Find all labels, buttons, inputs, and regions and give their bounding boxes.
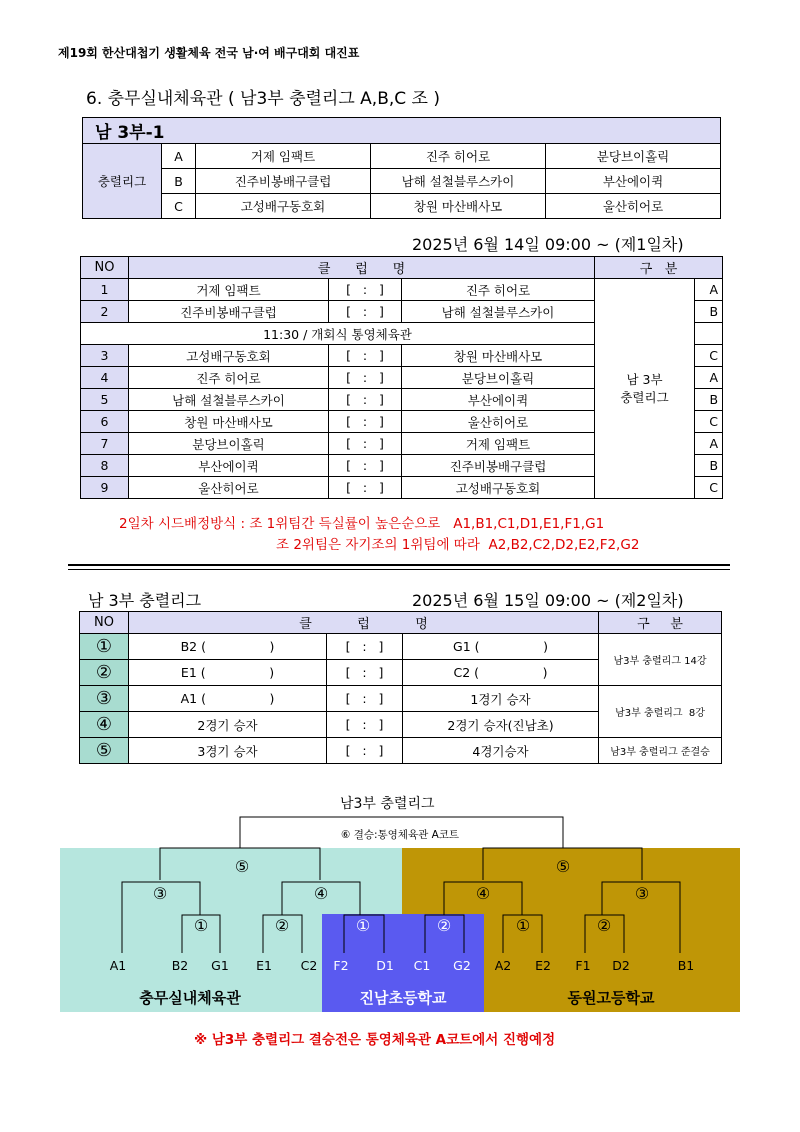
away-team: 남해 설철블루스카이 (402, 301, 595, 323)
ceremony-row: 11:30 / 개회식 통영체육관 (81, 323, 595, 345)
round-label: ① (355, 916, 371, 935)
seed-label: A2 (494, 958, 512, 973)
match-group: C (695, 411, 723, 433)
match-group: A (695, 279, 723, 301)
seed-label: B1 (677, 958, 695, 973)
section-divider (68, 564, 730, 570)
match-no: 6 (81, 411, 129, 433)
round-label: ② (274, 916, 290, 935)
score-box[interactable]: [ : ] (329, 345, 402, 367)
home-team: 진주 히어로 (129, 367, 329, 389)
seed-label: E1 (256, 958, 272, 973)
score-box[interactable]: [ : ] (327, 634, 403, 660)
team-cell: 분당브이홀릭 (546, 144, 721, 169)
team-cell: 부산에이퀵 (546, 169, 721, 194)
col-header-no: NO (81, 257, 129, 279)
score-box[interactable]: [ : ] (329, 433, 402, 455)
away-team: 분당브이홀릭 (402, 367, 595, 389)
seed-label: G2 (453, 958, 471, 973)
round-label: ③ (634, 884, 650, 903)
match-group: B (695, 455, 723, 477)
match-group: B (695, 389, 723, 411)
seed-label: A1 (109, 958, 127, 973)
score-box[interactable]: [ : ] (329, 367, 402, 389)
seed-label: D1 (376, 958, 394, 973)
seed-label: D2 (612, 958, 630, 973)
division-cell: 남3부 충렬리그 14강 (599, 634, 722, 686)
home-team: 2경기 승자 (129, 712, 327, 738)
bracket-title: 남3부 충렬리그 (340, 796, 435, 812)
round-label: ⑤ (555, 857, 571, 876)
match-no: ⑤ (80, 738, 129, 764)
away-team: 부산에이퀵 (402, 389, 595, 411)
team-cell: 진주비봉배구클럽 (196, 169, 371, 194)
round-label: ② (596, 916, 612, 935)
score-box[interactable]: [ : ] (329, 279, 402, 301)
score-box[interactable]: [ : ] (329, 411, 402, 433)
bracket-diagram (0, 810, 800, 1020)
away-team: 진주비봉배구클럽 (402, 455, 595, 477)
group-letter: A (162, 144, 196, 169)
home-team: 부산에이퀵 (129, 455, 329, 477)
team-cell: 진주 히어로 (371, 144, 546, 169)
score-box[interactable]: [ : ] (329, 301, 402, 323)
team-cell: 창원 마산배사모 (371, 194, 546, 219)
col-header-club: 클 럽 명 (129, 257, 595, 279)
team-cell: 거제 임팩트 (196, 144, 371, 169)
match-no: 3 (81, 345, 129, 367)
day1-date: 2025년 6월 14일 09:00 ~ (제1일차) (412, 235, 684, 254)
league-label: 충렬리그 (83, 144, 162, 219)
match-no: 8 (81, 455, 129, 477)
team-cell: 남해 설철블루스카이 (371, 169, 546, 194)
col-header-club: 클 럽 명 (129, 612, 599, 634)
away-team: 창원 마산배사모 (402, 345, 595, 367)
match-no: 5 (81, 389, 129, 411)
region-right-top (402, 848, 484, 914)
seed-label: C2 (300, 958, 318, 973)
venue-left: 충무실내체육관 (139, 989, 241, 1007)
seed-label: E2 (535, 958, 551, 973)
home-team: 창원 마산배사모 (129, 411, 329, 433)
col-header-no: NO (80, 612, 129, 634)
seed-label: F2 (333, 958, 349, 973)
doc-title: 제19회 한산대첩기 생활체육 전국 남·여 배구대회 대진표 (58, 46, 360, 60)
match-no: 2 (81, 301, 129, 323)
away-team: 1경기 승자 (403, 686, 599, 712)
seed-note-1: 2일차 시드배정방식 : 조 1위팀간 득실률이 높은순으로 A1,B1,C1,D1,E1,F1,G1 (119, 516, 605, 532)
seed-note-2: 조 2위팀은 자기조의 1위팀에 따라 A2,B2,C2,D2,E2,F2,G2 (276, 537, 640, 553)
score-box[interactable]: [ : ] (329, 477, 402, 499)
match-no: ④ (80, 712, 129, 738)
round-label: ④ (475, 884, 491, 903)
match-group: C (695, 345, 723, 367)
group-letter: C (162, 194, 196, 219)
round-label: ① (193, 916, 209, 935)
match-no: 9 (81, 477, 129, 499)
match-group: A (695, 433, 723, 455)
group-table-title: 남 3부-1 (83, 118, 721, 144)
home-team: 진주비봉배구클럽 (129, 301, 329, 323)
final-label: ⑥ 결승:통영체육관 A코트 (340, 829, 460, 841)
section-title: 6. 충무실내체육관 ( 남3부 충렬리그 A,B,C 조 ) (86, 89, 441, 109)
day1-schedule-table (80, 256, 723, 499)
team-cell: 고성배구동호회 (196, 194, 371, 219)
match-no: ① (80, 634, 129, 660)
away-team: 거제 임팩트 (402, 433, 595, 455)
venue-right: 동원고등학교 (567, 989, 655, 1007)
match-group: C (695, 477, 723, 499)
group-table (82, 117, 721, 219)
match-no: 4 (81, 367, 129, 389)
score-box[interactable]: [ : ] (327, 660, 403, 686)
home-team: 3경기 승자 (129, 738, 327, 764)
score-box[interactable]: [ : ] (327, 738, 403, 764)
division-cell: 남3부 충렬리그 8강 (599, 686, 722, 738)
home-team: 거제 임팩트 (129, 279, 329, 301)
venue-mid: 진남초등학교 (359, 989, 447, 1007)
score-box[interactable]: [ : ] (329, 389, 402, 411)
day2-date: 2025년 6월 15일 09:00 ~ (제2일차) (412, 591, 684, 610)
seed-label: F1 (575, 958, 591, 973)
round-label: ③ (152, 884, 168, 903)
day2-league-title: 남 3부 충렬리그 (88, 591, 202, 610)
home-team: 울산히어로 (129, 477, 329, 499)
away-team[interactable]: G1 ( ) (403, 634, 599, 660)
division-cell: 남 3부 충렬리그 (595, 279, 695, 499)
away-team[interactable]: C2 ( ) (403, 660, 599, 686)
away-team: 고성배구동호회 (402, 477, 595, 499)
col-header-division: 구 분 (599, 612, 722, 634)
home-team[interactable]: A1 ( ) (129, 686, 327, 712)
seed-label: G1 (211, 958, 229, 973)
match-group: B (695, 301, 723, 323)
score-box[interactable]: [ : ] (327, 686, 403, 712)
away-team: 4경기승자 (403, 738, 599, 764)
empty-cell (695, 323, 723, 345)
round-label: ④ (313, 884, 329, 903)
round-label: ① (515, 916, 531, 935)
round-label: ⑤ (234, 857, 250, 876)
group-letter: B (162, 169, 196, 194)
seed-label: C1 (413, 958, 431, 973)
home-team: 분당브이홀릭 (129, 433, 329, 455)
home-team[interactable]: B2 ( ) (129, 634, 327, 660)
match-no: ③ (80, 686, 129, 712)
score-box[interactable]: [ : ] (327, 712, 403, 738)
seed-label: B2 (171, 958, 189, 973)
division-cell: 남3부 충렬리그 준결승 (599, 738, 722, 764)
away-team: 2경기 승자(진남초) (403, 712, 599, 738)
match-no: ② (80, 660, 129, 686)
match-no: 7 (81, 433, 129, 455)
team-cell: 울산히어로 (546, 194, 721, 219)
home-team[interactable]: E1 ( ) (129, 660, 327, 686)
home-team: 고성배구동호회 (129, 345, 329, 367)
col-header-division: 구 분 (595, 257, 723, 279)
match-group: A (695, 367, 723, 389)
match-no: 1 (81, 279, 129, 301)
away-team: 진주 히어로 (402, 279, 595, 301)
score-box[interactable]: [ : ] (329, 455, 402, 477)
round-label: ② (436, 916, 452, 935)
home-team: 남해 설철블루스카이 (129, 389, 329, 411)
region-mid-top (322, 848, 402, 914)
away-team: 울산히어로 (402, 411, 595, 433)
day2-schedule-table (79, 611, 722, 764)
bracket-footer-note: ※ 남3부 충렬리그 결승전은 통영체육관 A코트에서 진행예정 (194, 1032, 556, 1048)
